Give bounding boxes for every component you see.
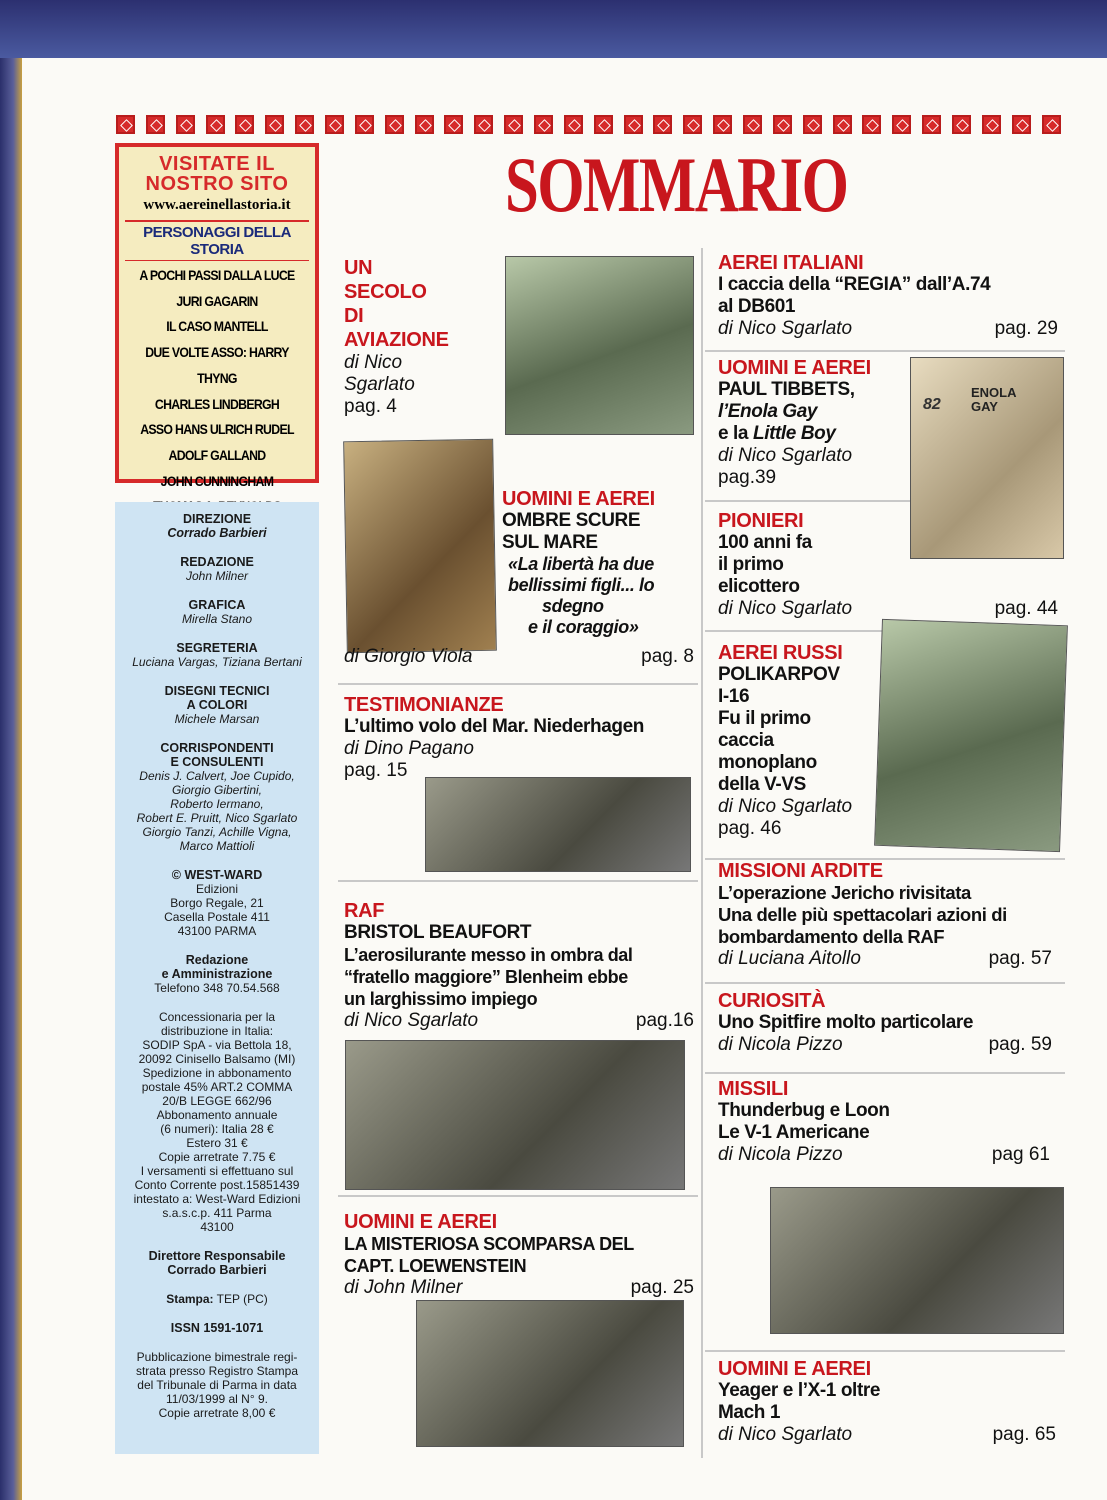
page-number: pag. 46 — [718, 818, 782, 839]
conc-line: Spedizione in abbonamento — [142, 1066, 292, 1080]
article-title: Uno Spitfire molto particolare — [718, 1012, 974, 1033]
page-number: pag. 8 — [641, 646, 694, 667]
author: di John Milner — [344, 1277, 463, 1298]
pubbl-line: Pubblicazione bimestrale regi- — [136, 1350, 298, 1364]
personaggi-item: ADOLF GALLAND — [168, 446, 266, 463]
personaggi-item: IL CASO MANTELL — [166, 318, 268, 335]
page-number: pag. 59 — [988, 1034, 1052, 1055]
deco-tile — [982, 115, 1001, 134]
staff-name: Michele Marsan — [174, 712, 260, 726]
conc-line: Concessionaria per la — [158, 1010, 276, 1024]
article-title: L’ultimo volo del Mar. Niederhagen — [344, 716, 644, 737]
deco-tile — [743, 115, 762, 134]
divider — [705, 630, 885, 632]
staff-heading: REDAZIONE — [180, 555, 254, 569]
deco-tile — [713, 115, 732, 134]
phone-line: Telefono 348 70.54.568 — [154, 981, 280, 995]
deco-tile — [922, 115, 941, 134]
section-label: UOMINI E AEREI — [344, 1211, 497, 1233]
section-label: PIONIERI — [718, 510, 804, 532]
stampa-line: Stampa: TEP (PC) — [166, 1292, 268, 1306]
staff-name: Marco Mattioli — [179, 839, 255, 853]
staff-name: John Milner — [185, 569, 249, 583]
issn: ISSN 1591-1071 — [170, 1321, 264, 1335]
colophon — [115, 502, 319, 1454]
section-label: CURIOSITÀ — [718, 990, 826, 1012]
section-label: MISSILI — [718, 1078, 789, 1100]
staff-name: Giorgio Tanzi, Achille Vigna, — [142, 825, 292, 839]
article-title: LA MISTERIOSA SCOMPARSA DEL CAPT. LOEWENSTEIN — [344, 1234, 634, 1276]
staff-heading: Corrado Barbieri — [167, 1263, 267, 1277]
conc-line: Abbonamento annuale — [156, 1108, 278, 1122]
personaggi-heading: PERSONAGGI DELLA STORIA — [125, 220, 309, 261]
conc-line: (6 numeri): Italia 28 € — [160, 1122, 274, 1136]
page-number: pag. 65 — [992, 1424, 1056, 1445]
divider — [338, 880, 698, 882]
deco-tile — [176, 115, 195, 134]
section-label: MISSIONI ARDITE — [718, 860, 883, 882]
page-number: pag. 4 — [344, 396, 397, 417]
deco-tile — [862, 115, 881, 134]
column-divider — [701, 248, 703, 1458]
staff-heading: DIREZIONE — [182, 512, 252, 526]
entry-yeager[interactable] — [718, 1358, 1058, 1446]
entry-raf[interactable] — [344, 900, 696, 1032]
deco-tile — [325, 115, 344, 134]
section-label: AEREI ITALIANI — [718, 252, 864, 274]
entry-curiosita[interactable] — [718, 990, 1058, 1056]
section-label: UN SECOLO DI AVIAZIONE — [344, 257, 449, 351]
article-title: Thunderbug e Loon Le V-1 Americane — [718, 1100, 890, 1143]
divider — [338, 683, 698, 685]
page-number: pag. 25 — [630, 1277, 694, 1298]
deco-tile — [385, 115, 404, 134]
decorative-border — [116, 115, 1061, 137]
divider — [705, 1072, 1065, 1074]
divider — [338, 1195, 698, 1197]
conc-line: 20092 Cinisello Balsamo (MI) — [138, 1052, 296, 1066]
messerschmitt-photo — [425, 777, 691, 872]
personaggi-item: JOHN CUNNINGHAM — [160, 472, 274, 489]
article-title: POLIKARPOV I-16 Fu il primo caccia monoplano della V-VS — [718, 664, 840, 795]
v1-photo — [770, 1187, 1064, 1334]
beaufort-photo — [345, 1040, 685, 1190]
deco-tile — [235, 115, 254, 134]
page-number: pag. 29 — [994, 318, 1058, 339]
conc-line: I versamenti si effettuano sul — [140, 1164, 294, 1178]
site-title: VISITATE IL NOSTRO SITO — [145, 153, 289, 195]
pubbl-line: Copie arretrate 8,00 € — [158, 1406, 276, 1420]
pubbl-line: strata presso Registro Stampa — [135, 1364, 299, 1378]
conc-line: postale 45% ART.2 COMMA — [141, 1080, 293, 1094]
deco-tile — [653, 115, 672, 134]
staff-heading: © WEST-WARD — [171, 868, 263, 882]
personaggi-item: JURI GAGARIN — [176, 292, 258, 309]
author: di Nico Sgarlato — [344, 1010, 479, 1031]
enola-gay-lettering: ENOLA GAY — [971, 385, 1017, 414]
divider — [705, 1350, 1065, 1352]
pilots-photo — [343, 439, 497, 654]
entry-tibbets[interactable] — [718, 357, 908, 489]
deco-tile — [295, 115, 314, 134]
divider — [705, 500, 910, 502]
conc-line: s.a.s.c.p. 411 Parma — [162, 1206, 272, 1220]
deco-tile — [833, 115, 852, 134]
page-number: pag. 15 — [344, 760, 408, 781]
entry-ombre-scure[interactable] — [502, 488, 692, 638]
author: di Nico Sgarlato — [344, 352, 415, 395]
staff-heading: A COLORI — [186, 698, 248, 712]
staff-heading: Direttore Responsabile — [148, 1249, 286, 1263]
entry-aerei-russi[interactable] — [718, 642, 878, 840]
conc-line: intestato a: West-Ward Edizioni — [133, 1192, 301, 1206]
deco-tile — [892, 115, 911, 134]
section-label: AEREI RUSSI — [718, 642, 843, 664]
section-label: UOMINI E AEREI — [718, 1358, 871, 1380]
author: di Nico Sgarlato — [718, 598, 853, 619]
deco-tile — [355, 115, 374, 134]
entry-un-secolo[interactable] — [344, 256, 494, 418]
deco-tile — [265, 115, 284, 134]
article-title: BRISTOL BEAUFORT — [344, 922, 532, 943]
polikarpov-photo — [874, 619, 1068, 852]
deco-tile — [803, 115, 822, 134]
conc-line: Estero 31 € — [186, 1136, 248, 1150]
staff-name: Roberto Iermano, — [170, 797, 264, 811]
deco-tile — [415, 115, 434, 134]
staff-heading: SEGRETERIA — [176, 641, 258, 655]
staff-name: Robert E. Pruitt, Nico Sgarlato — [136, 811, 298, 825]
entry-missili[interactable] — [718, 1078, 1058, 1166]
author: di Nico Sgarlato — [718, 445, 853, 466]
conc-line: 20/B LEGGE 662/96 — [162, 1094, 272, 1108]
section-label: UOMINI E AEREI — [718, 357, 871, 379]
pubbl-line: 11/03/1999 al N° 9. — [166, 1392, 268, 1406]
conc-line: SODIP SpA - via Bettola 18, — [142, 1038, 292, 1052]
deco-tile — [564, 115, 583, 134]
deco-tile — [116, 115, 135, 134]
biplane-photo — [505, 256, 694, 435]
binding-edge — [0, 58, 22, 1500]
section-label: UOMINI E AEREI — [502, 488, 655, 510]
deco-tile — [534, 115, 553, 134]
staff-name: Giorgio Gibertini, — [171, 783, 263, 797]
entry-missioni-ardite[interactable] — [718, 860, 1058, 970]
staff-heading: Redazione — [185, 953, 249, 967]
personaggi-item: CHARLES LINDBERGH — [154, 395, 280, 412]
cockpit-photo — [416, 1300, 684, 1447]
conc-line: Conto Corrente post.15851439 — [134, 1178, 300, 1192]
staff-heading: E CONSULENTI — [170, 755, 264, 769]
author: di Nicola Pizzo — [718, 1144, 843, 1165]
personaggi-item: A POCHI PASSI DALLA LUCE — [139, 267, 295, 283]
publisher-line: Edizioni — [195, 882, 239, 896]
page-number: pag. 57 — [988, 948, 1052, 969]
author: di Dino Pagano — [344, 738, 474, 759]
deco-tile — [1042, 115, 1061, 134]
deco-tile — [594, 115, 613, 134]
author: di Nico Sgarlato — [718, 796, 853, 817]
staff-heading: DISEGNI TECNICI — [164, 684, 270, 698]
divider — [705, 982, 1065, 984]
publisher-line: 43100 PARMA — [177, 924, 257, 938]
page-number: pag.16 — [635, 1010, 694, 1031]
staff-name: Luciana Vargas, Tiziana Bertani — [132, 655, 302, 669]
deco-tile — [504, 115, 523, 134]
deco-tile — [773, 115, 792, 134]
publisher-line: Borgo Regale, 21 — [170, 896, 264, 910]
background-band — [0, 0, 1107, 58]
conc-line: Copie arretrate 7.75 € — [158, 1150, 276, 1164]
page-title: SOMMARIO — [505, 141, 848, 228]
staff-name: Mirella Stano — [181, 612, 253, 626]
page-number: pag.39 — [718, 467, 777, 488]
article-desc: L’aerosilurante messo in ombra dal “fratello maggiore” Blenheim ebbe un larghissimo impiego — [344, 945, 633, 1009]
deco-tile — [624, 115, 643, 134]
article-title: PAUL TIBBETS, l’Enola Gay e la Little Boy — [718, 379, 855, 444]
article-title: I caccia della “REGIA” dall’A.74 al DB601 — [718, 274, 991, 317]
tail-number: 82 — [923, 396, 941, 413]
author: di Nico Sgarlato — [718, 1424, 853, 1445]
author: di Luciana Aitollo — [718, 948, 861, 969]
staff-name: Denis J. Calvert, Joe Cupido, — [139, 769, 295, 783]
article-title: L’operazione Jericho rivisitata Una delle più spettacolari azioni di bombardamento della RAF — [718, 882, 1007, 947]
staff-name: Corrado Barbieri — [167, 526, 267, 540]
conc-line: distribuzione in Italia: — [160, 1024, 274, 1038]
deco-tile — [146, 115, 165, 134]
entry-ombre-scure-footer — [344, 646, 694, 668]
pubbl-line: del Tribunale di Parma in data — [137, 1378, 297, 1392]
entry-aerei-italiani[interactable] — [718, 252, 1058, 340]
article-title: Yeager e l’X-1 oltre Mach 1 — [718, 1380, 881, 1423]
page-number: pag 61 — [991, 1144, 1050, 1165]
deco-tile — [683, 115, 702, 134]
deco-tile — [474, 115, 493, 134]
staff-heading: CORRISPONDENTI — [160, 741, 274, 755]
entry-pionieri[interactable] — [718, 510, 1058, 620]
site-url[interactable]: www.aereinellastoria.it — [143, 197, 291, 213]
deco-tile — [206, 115, 225, 134]
website-box — [115, 143, 319, 489]
article-title: OMBRE SCURE SUL MARE — [502, 510, 641, 553]
publisher-line: Casella Postale 411 — [164, 910, 270, 924]
deco-tile — [444, 115, 463, 134]
personaggi-item: ASSO HANS ULRICH RUDEL — [140, 421, 294, 438]
article-quote: «La libertà ha due bellissimi figli... lo sdegno e il coraggio» — [508, 554, 655, 637]
deco-tile — [952, 115, 971, 134]
article-title: 100 anni fa il primo elicottero — [718, 532, 812, 597]
divider — [705, 350, 1065, 352]
personaggi-item: DUE VOLTE ASSO: HARRY THYNG — [145, 344, 289, 386]
staff-heading: GRAFICA — [188, 598, 246, 612]
entry-loewenstein[interactable] — [344, 1211, 696, 1299]
author: di Nico Sgarlato — [718, 318, 853, 339]
section-label: RAF — [344, 900, 385, 922]
author: di Nicola Pizzo — [718, 1034, 843, 1055]
section-label: TESTIMONIANZE — [344, 694, 504, 716]
staff-heading: e Amministrazione — [161, 967, 273, 981]
conc-line: 43100 — [200, 1220, 234, 1234]
page-number: pag. 44 — [994, 598, 1058, 619]
author: di Giorgio Viola — [344, 646, 473, 667]
entry-testimonianze[interactable] — [344, 694, 694, 782]
deco-tile — [1012, 115, 1031, 134]
